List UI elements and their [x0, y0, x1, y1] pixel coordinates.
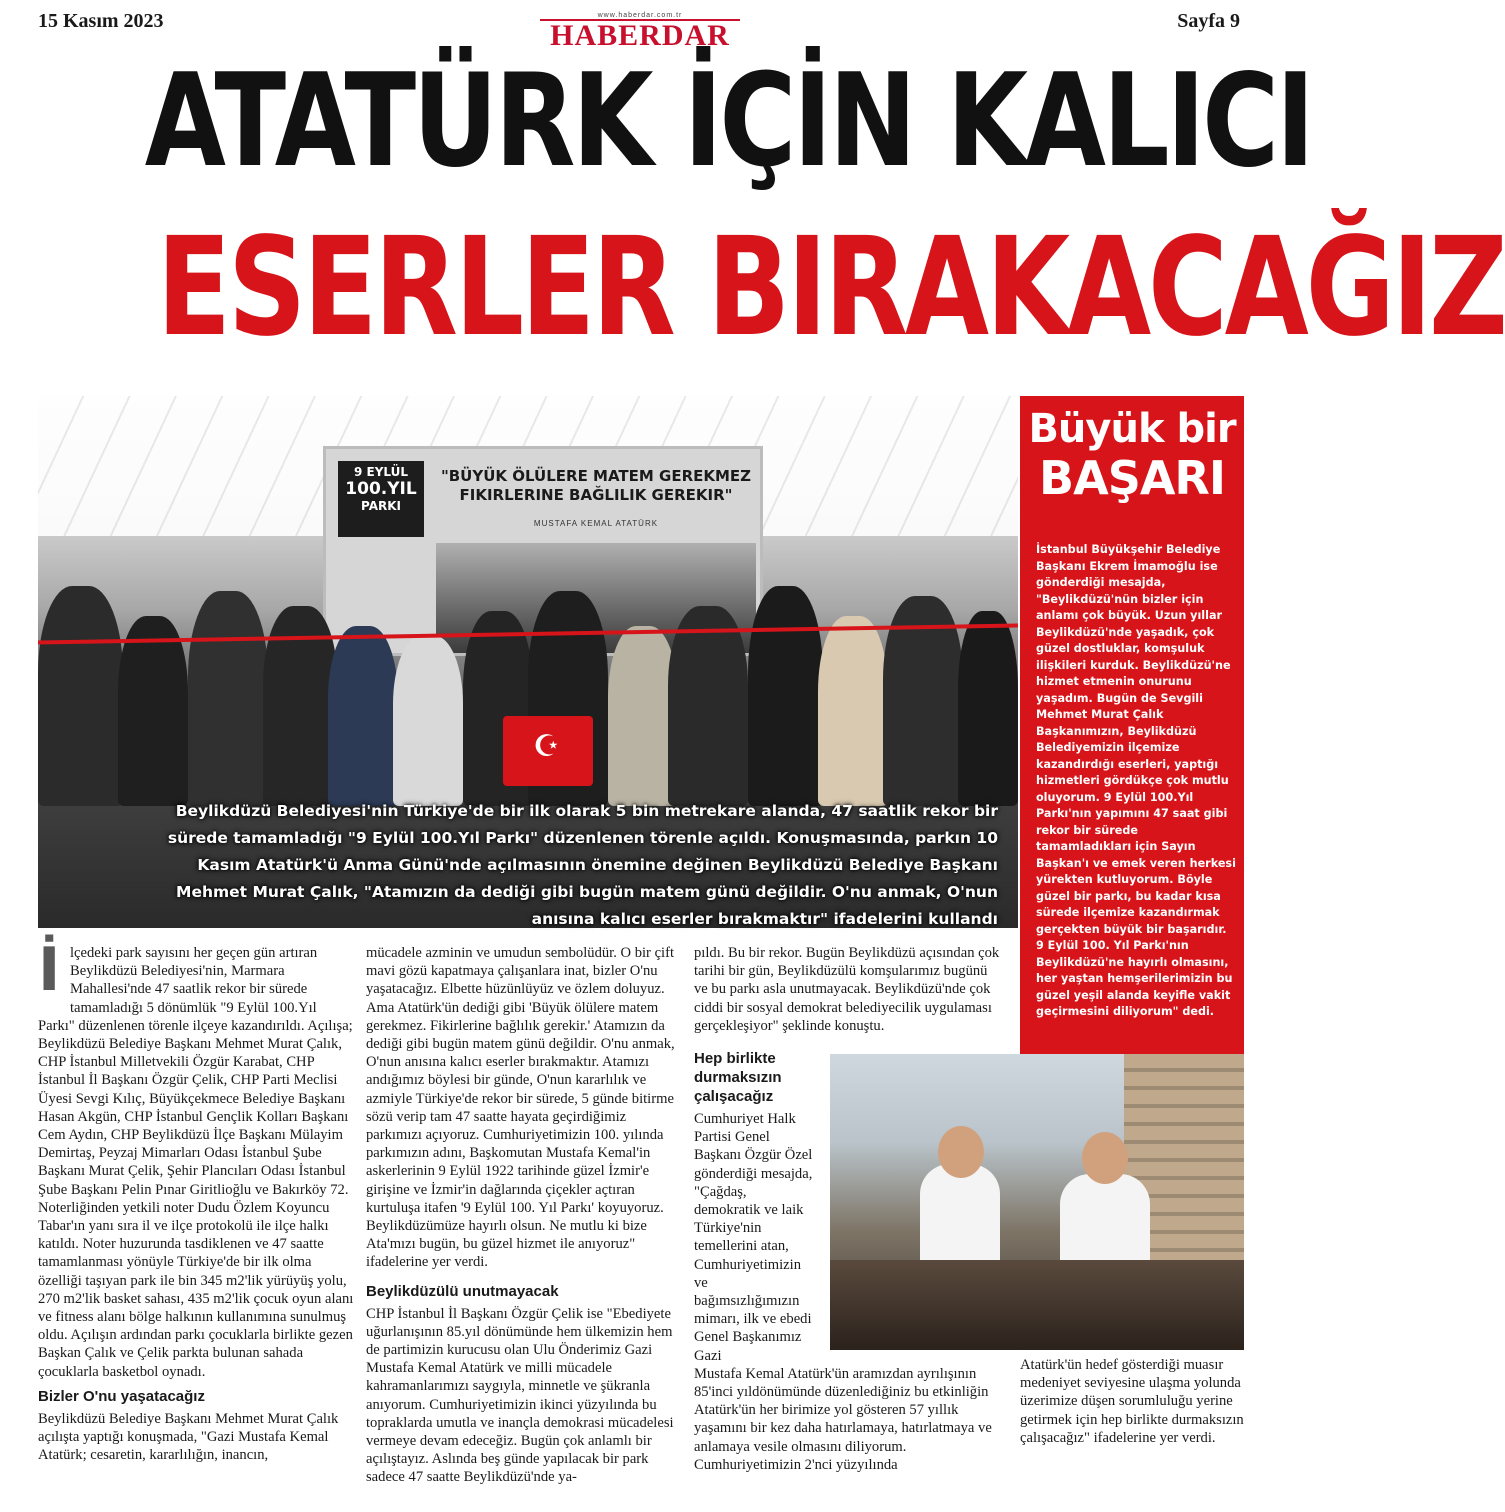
- person-head: [938, 1126, 984, 1178]
- subheading: Beylikdüzülü unutmayacak: [366, 1282, 559, 1300]
- subheading: Hep birlikte durmaksızın çalışacağız: [694, 1050, 782, 1106]
- main-photo: [38, 396, 1018, 928]
- article-paragraph: pıldı. Bu bir rekor. Bugün Beylikdüzü açısından çok tarihi bir gün, Beylikdüzülü komşularımız bugünü ve bu parkı asla unutmayacak. Beylikdüzü'nde çok ciddi bir sosyal demokrat belediyecilik uygulaması gerçekleşiyor" şeklinde konuştu.: [694, 945, 1000, 1034]
- article-column-2: [366, 944, 684, 1487]
- article-paragraph: Atatürk'ün hedef gösterdiği muasır medeniyet seviyesine ulaşma yolunda üzerimize düşen sorumluluğu yerine getirmek için hep birlikte durmaksızın çalışacağız" ifadelerine yer verdi.: [1020, 1357, 1244, 1446]
- person: [188, 591, 268, 806]
- sidebar-body: İstanbul Büyükşehir Belediye Başkanı Ekrem İmamoğlu ise gönderdiği mesajda, "Beylikdüzü'nün bizler için anlamı çok büyük. Uzun yıllar Beylikdüzü'nde yaşadık, çok güzel dostluklar, komşuluk ilişkileri kurduk. Beylikdüzü'ne hizmet etmenin onurunu yaşadım. Bugün de Sevgili Mehmet Murat Çalık Başkanımızın, Beylikdüzü Belediyemizin ilçemize kazandırdığı eserleri, yaptığı hizmetleri gördükçe çok mutlu oluyorum. 9 Eylül 100.Yıl Parkı'nın yapımını 47 saat gibi rekor bir sürede tamamladıkları için Sayın Başkan'ı ve emek veren herkesi yürekten kutluyorum. Böyle güzel bir parkı, bu kadar kısa sürede ilçemize kazandırmak gerçekten büyük bir başarıdır. 9 Eylül 100. Yıl Parkı'nın Beylikdüzü'ne hayırlı olmasını, her yaştan hemşerilerimizin bu güzel yeşil alanda keyifle vakit geçirmesini diliyorum" dedi.: [1036, 543, 1236, 1018]
- article-paragraph: Beylikdüzü Belediye Başkanı Mehmet Murat Çalık açılışta yaptığı konuşmada, "Gazi Mustafa Kemal Atatürk; cesaretin, kararlılığın, inancın,: [38, 1410, 339, 1464]
- badge-line-2: 100.YIL: [345, 479, 417, 499]
- article-paragraph: lçedeki park sayısını her geçen gün artıran Beylikdüzü Belediyesi'nin, Marmara Mahallesi'nde 47 saatlik rekor bir sürede tamamladığı 5 dönümlük "9 Eylül 100.Yıl Parkı" düzenlenen törenle ilçeye kazandırıldı. Açılışa; Beylikdüzü Belediye Başkanı Mehmet Murat Çalık, CHP İstanbul Milletvekili Özgür Karabat, CHP İstanbul İl Başkanı Özgür Çelik, CHP Parti Meclisi Üyesi Sevgi Kılıç, Büyükçekmece Belediye Başkanı Hasan Akgün, CHP İstanbul Gençlik Kolları Başkanı Cem Aydın, CHP Beylikdüzü İlçe Başkanı Mülayim Demirtaş, Peyzaj Mimarları Odası İstanbul Şube Başkanı Murat Çelik, Şehir Plancıları Odası İstanbul Şube Başkanı Pelin Pınar Giritlioğlu ve Bakırköy 72. Noterliğinden yetkili noter Dudu Özlem Koyuncu Tabar'ın yanı sıra il ve ilçe protokolü ile ilçe halkı katıldı. Noter huzurunda tasdiklenen ve 47 saatte tamamlanması yönüyle Türkiye'de bir ilk olma özelliği taşıyan park ile bin 345 m2'lik yürüyüş yolu, 270 m2'lik basket sahası, 435 m2'lik çocuk oyun alanı ve fitness alanı bölge halkının kullanımına sunulmuş oldu. Açılışın ardından parkı çocuklarla birlikte gezen Başkan Çalık ve Çelik parkta bulunan sahada çocuklarla basketbol oynadı.: [38, 945, 354, 1380]
- person: [38, 586, 123, 806]
- person: [818, 616, 888, 806]
- headline-line-2: ESERLER BIRAKACAĞIZ: [156, 209, 1505, 367]
- article-column-1: [38, 935, 354, 1464]
- badge-line-1: 9 EYLÜL: [353, 465, 409, 479]
- page-number: Sayfa 9: [1177, 10, 1240, 32]
- article-paragraph: Mustafa Kemal Atatürk'ün aramızdan ayrılışının 85'inci yıldönümünde düzenlediğiniz bu etkinliğin Atatürk'ün her birimize yol gösteren 57 yıllık yaşamını bir kez daha hatırlamaya, hatırlatmaya ve anlamaya vesile olmasını diliyorum. Cumhuriyetimizin 2'nci yüzyılında: [694, 1365, 992, 1473]
- article-column-4: [1020, 1356, 1244, 1447]
- photo-caption: Beylikdüzü Belediyesi'nin Türkiye'de bir ilk olarak 5 bin metrekare alanda, 47 saatlik rekor bir sürede tamamladığı "9 Eylül 100.Yıl Parkı" düzenlenen törenle açıldı. Konuşmasında, parkın 10 Kasım Atatürk'ü Anma Günü'nde açılmasının önemine değinen Beylikdüzü Belediye Başkanı Mehmet Murat Çalık, "Atamızın da dediği gibi bugün matem günü değildir. O'nu anmak, O'nun anısına kalıcı eserler bırakmaktır" ifadelerini kullandı: [167, 802, 998, 928]
- subheading: Bizler O'nu yaşatacağız: [38, 1387, 205, 1405]
- article-paragraph: Cumhuriyet Halk Partisi Genel Başkanı Özgür Özel gönderdiği mesajda, "Çağdaş, demokratik ve laik Türkiye'nin temellerini atan, Cumhuriyetimizin ve bağımsızlığımızın mimarı, ilk ve ebedi Genel Başkanımız Gazi: [694, 1111, 813, 1364]
- sidebar-title-line-1: Büyük bir: [1028, 406, 1236, 452]
- sidebar-title-line-2: BAŞARI: [1039, 451, 1225, 505]
- drop-cap: İ: [38, 935, 61, 1005]
- headline-line-1: ATATÜRK İÇİN KALICI: [144, 47, 1312, 196]
- issue-date: 15 Kasım 2023: [38, 10, 164, 32]
- newspaper-logo[interactable]: [540, 12, 740, 52]
- secondary-photo: [830, 1054, 1244, 1350]
- sidebar-title: [1020, 406, 1244, 504]
- screen-quote: "BÜYÜK ÖLÜLERE MATEM GEREKMEZ FIKIRLERINE BAĞLILIK GEREKIR": [440, 467, 752, 504]
- person: [668, 606, 748, 806]
- crescent-star-icon: ☪: [533, 729, 560, 764]
- article-paragraph: mücadele azminin ve umudun sembolüdür. O bir çift mavi gözü kapatmaya çalışanlara inat, bizler O'nu yaşatacağız. Elbette hüzünlüyüz ve özlem doluyuz. Ama Atatürk'ün dediği gibi 'Büyük ölülere matem gerekmez. Fikirlerine bağlılık gerekir.' Atamızın da dediği gibi bugün matem günü değildir. O'nu anmak, O'nun anısına kalıcı eserler bırakmaktır. Atamızı andığımız böylesi bir günde, O'nun kararlılık ve azmiyle Türkiye'de rekor bir sürede, 5 günde bitirme sözü verip tam 47 saatte hayata geçirdiğimiz parkımızı açıyoruz. Cumhuriyetimizin 100. yılında parkımızın adını, Başkomutan Mustafa Kemal'in askerlerinin 9 Eylül 1922 tarihinde güzel İzmir'e girişine ve İzmir'in dağlarında çiçekler açtıran kurtuluşa itafen '9 Eylül 100. Yıl Parkı' koyuyoruz. Beylikdüzümüze hayırlı olsun. Ne mutlu ki bize Ata'mızı bugün, bu güzel hizmet ile anıyoruz" ifadelerine yer verdi.: [366, 945, 675, 1271]
- logo-url: www.haberdar.com.tr: [597, 12, 683, 19]
- person-head: [1082, 1132, 1128, 1184]
- screen-signature: MUSTAFA KEMAL ATATÜRK: [533, 519, 659, 528]
- article-paragraph: CHP İstanbul İl Başkanı Özgür Çelik ise "Ebediyete uğurlanışının 85.yıl dönümünde hem ülkemizin hem de partimizin kurucusu olan Ulu Önderimiz Gazi Mustafa Kemal Atatürk ve milli mücadele kahramanlarımızı saygıyla, minnetle ve şükranla anıyorum. Cumhuriyetimizin ikinci yüzyılında bu topraklarda umutla ve inançla demokrasi mücadelesi vermeye devam edeceğiz. Bugün çok anlamlı bir açılıştayız. Aslında beş günde yapılacak bir park sadece 47 saatte Beylikdüzü'nde ya-: [366, 1305, 674, 1486]
- logo-wordmark: HABERDAR: [540, 19, 740, 51]
- person: [393, 636, 463, 806]
- person: [328, 626, 398, 806]
- person: [748, 586, 823, 806]
- person: [118, 616, 188, 806]
- turkish-flag: [503, 716, 593, 786]
- person: [958, 611, 1018, 806]
- park-badge: [338, 461, 424, 537]
- sidebar-box: [1020, 396, 1244, 1074]
- children-crowd: [830, 1260, 1244, 1350]
- badge-line-3: PARKI: [361, 499, 401, 513]
